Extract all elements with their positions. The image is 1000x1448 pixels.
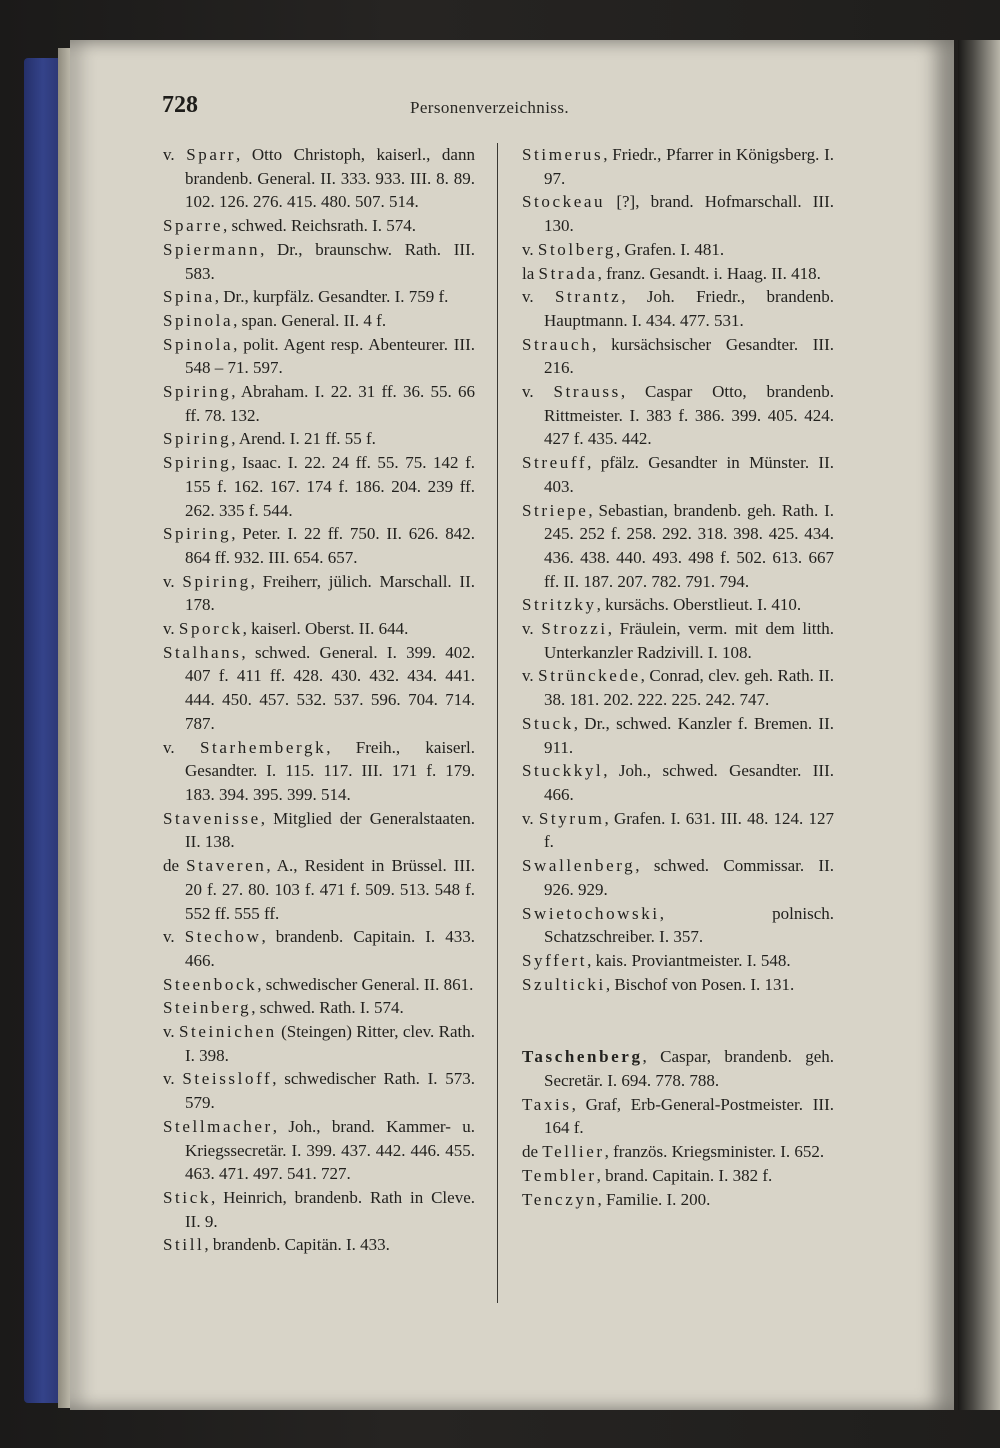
index-entry bbox=[163, 736, 475, 807]
entry-name: Syffert bbox=[522, 950, 588, 970]
entry-details: , Conrad, clev. geh. Rath. II. 38. 181. 202. 222. 225. 242. 747. bbox=[544, 666, 834, 710]
entry-name: Stechow bbox=[184, 927, 262, 947]
index-entry bbox=[163, 1186, 475, 1233]
entry-name: Still bbox=[163, 1235, 205, 1255]
facing-page-edge bbox=[958, 40, 1000, 1410]
index-entry bbox=[163, 451, 475, 522]
entry-prefix: de bbox=[522, 1142, 543, 1162]
entry-details: , schwedischer Rath. I. 573. 579. bbox=[185, 1069, 476, 1113]
entry-details: , Joh., schwed. Gesandter. III. 466. bbox=[544, 761, 834, 804]
entry-details: , Isaac. I. 22. 24 ff. 55. 75. 142 f. 155 f. 162. 167. 174 f. 186. 204. 239 ff. 262. 335 f. 544. bbox=[185, 453, 475, 520]
index-entry bbox=[522, 262, 834, 286]
index-column-left bbox=[163, 143, 475, 1257]
index-entry bbox=[163, 925, 475, 972]
entry-name: Spiermann bbox=[163, 239, 261, 259]
entry-prefix: v. bbox=[163, 619, 179, 639]
index-entry bbox=[163, 1067, 475, 1114]
index-entry bbox=[522, 617, 834, 664]
entry-prefix: v. bbox=[163, 145, 187, 164]
entry-name: Strauch bbox=[522, 334, 593, 354]
entry-prefix: v. bbox=[522, 808, 539, 828]
entry-name: Strantz bbox=[554, 287, 622, 307]
index-entry bbox=[522, 238, 834, 262]
entry-name: Tellier bbox=[542, 1142, 605, 1162]
entry-details: , Caspar Otto, brandenb. Rittmeister. I. 383 f. 386. 399. 405. 424. 427 f. 435. 442. bbox=[544, 382, 834, 449]
entry-details: , Sebastian, brandenb. geh. Rath. I. 245. 252 f. 258. 292. 318. 398. 425. 434. 436. 438. 440. 493. 498 f. 502. 613. 667 ff. II. 187. 207. 782. 791. 794. bbox=[544, 500, 834, 591]
entry-name: Steissloff bbox=[182, 1069, 273, 1089]
entry-name: Strozzi bbox=[541, 619, 608, 639]
entry-name: Starhembergk bbox=[199, 737, 327, 757]
entry-details: , Dr., kurpfälz. Gesandter. I. 759 f. bbox=[214, 287, 449, 307]
entry-name: Spiring bbox=[163, 524, 232, 544]
index-entry bbox=[522, 712, 834, 759]
entry-name: Striepe bbox=[522, 500, 589, 520]
entry-name: Stockeau bbox=[522, 192, 606, 212]
entry-prefix: v. bbox=[522, 619, 542, 639]
entry-details: , schwed. Rath. I. 574. bbox=[251, 998, 404, 1018]
index-entry bbox=[522, 854, 834, 901]
entry-details: , polit. Agent resp. Abenteurer. III. 548 – 71. 597. bbox=[185, 334, 475, 378]
entry-prefix: v. bbox=[163, 1069, 183, 1089]
index-entry bbox=[522, 190, 834, 237]
entry-name: Spiring bbox=[163, 429, 232, 449]
index-section-t bbox=[522, 1045, 834, 1211]
entry-details: , kursächsischer Gesandter. III. 216. bbox=[544, 334, 834, 378]
entry-details: , Graf, Erb-General-Postmeister. III. 164 f. bbox=[544, 1094, 834, 1138]
entry-details: , Bischof von Posen. I. 131. bbox=[605, 974, 795, 994]
index-entry bbox=[163, 996, 475, 1020]
entry-details: , Caspar, brandenb. geh. Secretär. I. 694. 778. 788. bbox=[544, 1047, 834, 1091]
index-entry bbox=[522, 664, 834, 711]
entry-name: Stavenisse bbox=[163, 808, 261, 828]
index-entry bbox=[163, 570, 475, 617]
entry-name: Szulticki bbox=[522, 974, 606, 994]
index-entry bbox=[163, 1115, 475, 1186]
index-entry bbox=[522, 593, 834, 617]
entry-details: , polnisch. Schatzschreiber. I. 357. bbox=[544, 903, 834, 947]
index-entry bbox=[522, 1140, 834, 1164]
entry-name: Taxis bbox=[522, 1094, 572, 1114]
entry-name: Strada bbox=[538, 263, 598, 283]
index-entry bbox=[163, 143, 475, 214]
entry-name: Sparr bbox=[186, 145, 237, 164]
index-section-s bbox=[522, 143, 834, 996]
entry-details: , brand. Capitain. I. 382 f. bbox=[596, 1165, 773, 1185]
index-entry bbox=[522, 1093, 834, 1140]
entry-prefix: v. bbox=[522, 666, 539, 686]
column-divider bbox=[497, 143, 498, 1303]
index-entry bbox=[522, 973, 834, 997]
entry-details: , franz. Gesandt. i. Haag. II. 418. bbox=[597, 263, 821, 283]
entry-name: Steinichen bbox=[178, 1022, 277, 1042]
entry-name: Strünckede bbox=[538, 666, 641, 686]
index-entry bbox=[163, 380, 475, 427]
entry-prefix: v. bbox=[163, 927, 185, 947]
index-entry bbox=[163, 617, 475, 641]
index-entry bbox=[163, 309, 475, 333]
entry-details: , Otto Christoph, kaiserl., dann brandenb. General. II. 333. 933. III. 8. 89. 102. 126. 276. 415. 480. 507. 514. bbox=[185, 145, 475, 212]
index-entry bbox=[522, 759, 834, 806]
index-entry bbox=[163, 333, 475, 380]
index-entry bbox=[522, 807, 834, 854]
entry-details: , Freih., kaiserl. Gesandter. I. 115. 117. III. 171 f. 179. 183. 394. 395. 399. 514. bbox=[185, 737, 476, 804]
index-entry bbox=[522, 143, 834, 190]
running-head: Personenverzeichniss. bbox=[410, 98, 569, 117]
index-entry bbox=[163, 973, 475, 997]
entry-details: [?], brand. Hofmarschall. III. 130. bbox=[544, 192, 834, 236]
entry-details: , Heinrich, brandenb. Rath in Cleve. II. 9. bbox=[185, 1187, 475, 1231]
entry-prefix: la bbox=[522, 263, 539, 283]
section-spacer bbox=[522, 996, 834, 1045]
entry-details: , pfälz. Gesandter in Münster. II. 403. bbox=[544, 453, 834, 496]
entry-name: Spiring bbox=[163, 382, 232, 402]
entry-prefix: v. bbox=[163, 571, 183, 591]
entry-details: , Grafen. I. 481. bbox=[616, 239, 725, 259]
entry-prefix: de bbox=[163, 856, 187, 876]
index-entry bbox=[522, 1164, 834, 1188]
entry-name: Stimerus bbox=[522, 145, 604, 164]
index-entry bbox=[522, 451, 834, 498]
entry-name: Steenbock bbox=[163, 974, 258, 994]
index-entry bbox=[163, 807, 475, 854]
entry-details: , Joh., brand. Kammer- u. Kriegssecretär. I. 399. 437. 442. 446. 455. 463. 471. 497. 541. 727. bbox=[185, 1116, 475, 1184]
index-entry bbox=[522, 1045, 834, 1092]
index-entry bbox=[522, 949, 834, 973]
index-entry bbox=[163, 214, 475, 238]
index-entry bbox=[163, 641, 475, 736]
entry-name: Spinola bbox=[163, 334, 234, 354]
entry-details: , schwed. General. I. 399. 402. 407 f. 411 ff. 428. 430. 432. 434. 441. 444. 450. 457. 532. 537. 596. 704. 714. 787. bbox=[185, 642, 475, 733]
entry-name: Stolberg bbox=[537, 239, 617, 259]
index-entry bbox=[522, 499, 834, 594]
entry-details: , Fräulein, verm. mit dem litth. Unterkanzler Radzivill. I. 108. bbox=[544, 619, 834, 662]
entry-name: Spinola bbox=[163, 310, 234, 330]
index-column-right bbox=[522, 143, 834, 1211]
entry-details: , A., Resident in Brüssel. III. 20 f. 27. 80. 103 f. 471 f. 509. 513. 548 f. 552 ff. 555 ff. bbox=[185, 856, 475, 923]
entry-name: Tembler bbox=[522, 1165, 597, 1185]
entry-name: Strauss bbox=[553, 382, 621, 402]
entry-name: Swallenberg bbox=[522, 856, 636, 876]
entry-details: , französ. Kriegsminister. I. 652. bbox=[604, 1142, 825, 1162]
entry-name: Styrum bbox=[538, 808, 605, 828]
entry-details: , schwed. Commissar. II. 926. 929. bbox=[544, 856, 834, 899]
entry-details: , brandenb. Capitain. I. 433. 466. bbox=[185, 927, 475, 970]
entry-name: Sporck bbox=[178, 619, 243, 639]
index-entry bbox=[163, 1233, 475, 1257]
entry-name: Stellmacher bbox=[163, 1116, 273, 1136]
entry-details: , Mitglied der Generalstaaten. II. 138. bbox=[185, 808, 475, 852]
entry-details: (Steingen) Ritter, clev. Rath. I. 398. bbox=[185, 1022, 475, 1065]
entry-details: , Joh. Friedr., brandenb. Hauptmann. I. 434. 477. 531. bbox=[544, 287, 834, 330]
index-entry bbox=[163, 427, 475, 451]
entry-name: Stritzky bbox=[522, 595, 597, 615]
index-entry bbox=[163, 854, 475, 925]
entry-name: Sparre bbox=[163, 216, 223, 236]
index-entry bbox=[522, 380, 834, 451]
page-number: 728 bbox=[162, 92, 198, 118]
entry-details: , kursächs. Oberstlieut. I. 410. bbox=[596, 595, 802, 615]
entry-name: Spiring bbox=[163, 453, 232, 473]
entry-name: Swietochowski bbox=[522, 903, 660, 923]
entry-details: , schwedischer General. II. 861. bbox=[257, 974, 474, 994]
entry-name: Stuckkyl bbox=[522, 761, 604, 781]
entry-details: , kaiserl. Oberst. II. 644. bbox=[242, 619, 409, 639]
entry-details: , Friedr., Pfarrer in Königsberg. I. 97. bbox=[544, 145, 834, 188]
index-entry bbox=[163, 285, 475, 309]
entry-prefix: v. bbox=[522, 382, 554, 402]
index-entry bbox=[522, 902, 834, 949]
entry-prefix: v. bbox=[163, 1022, 179, 1042]
index-entry bbox=[522, 333, 834, 380]
entry-prefix: v. bbox=[522, 239, 538, 259]
entry-details: , Arend. I. 21 ff. 55 f. bbox=[231, 429, 376, 449]
entry-details: , schwed. Reichsrath. I. 574. bbox=[222, 216, 417, 236]
entry-details: , Dr., braunschw. Rath. III. 583. bbox=[185, 239, 475, 283]
entry-prefix: v. bbox=[163, 737, 200, 757]
entry-details: , Grafen. I. 631. III. 48. 124. 127 f. bbox=[544, 808, 834, 852]
index-entry bbox=[163, 238, 475, 285]
entry-name: Steinberg bbox=[163, 998, 252, 1018]
index-entry bbox=[522, 1188, 834, 1212]
entry-details: , Peter. I. 22 ff. 750. II. 626. 842. 864 ff. 932. III. 654. 657. bbox=[185, 524, 475, 567]
entry-name: Staveren bbox=[186, 856, 267, 876]
index-entry bbox=[163, 522, 475, 569]
entry-prefix: v. bbox=[522, 287, 555, 307]
entry-name: Stick bbox=[163, 1187, 211, 1207]
entry-name: Streuff bbox=[522, 453, 588, 473]
entry-name: Stuck bbox=[522, 713, 574, 733]
entry-name: Tenczyn bbox=[522, 1189, 598, 1209]
entry-details: , kais. Proviantmeister. I. 548. bbox=[587, 950, 791, 970]
entry-details: , Abraham. I. 22. 31 ff. 36. 55. 66 ff. 78. 132. bbox=[185, 382, 475, 425]
entry-name: Spina bbox=[163, 287, 215, 307]
index-entry bbox=[163, 1020, 475, 1067]
entry-details: , Freiherr, jülich. Marschall. II. 178. bbox=[185, 571, 475, 615]
index-entry bbox=[522, 285, 834, 332]
entry-name: Stalhans bbox=[163, 642, 242, 662]
entry-details: , span. General. II. 4 f. bbox=[233, 310, 387, 330]
entry-details: , Dr., schwed. Kanzler f. Bremen. II. 911. bbox=[544, 713, 834, 757]
book-spine-cover bbox=[24, 58, 62, 1403]
entry-details: , Familie. I. 200. bbox=[597, 1189, 711, 1209]
entry-details: , brandenb. Capitän. I. 433. bbox=[204, 1235, 390, 1255]
entry-name: Spiring bbox=[182, 571, 251, 591]
entry-name: Taschenberg bbox=[522, 1047, 643, 1067]
